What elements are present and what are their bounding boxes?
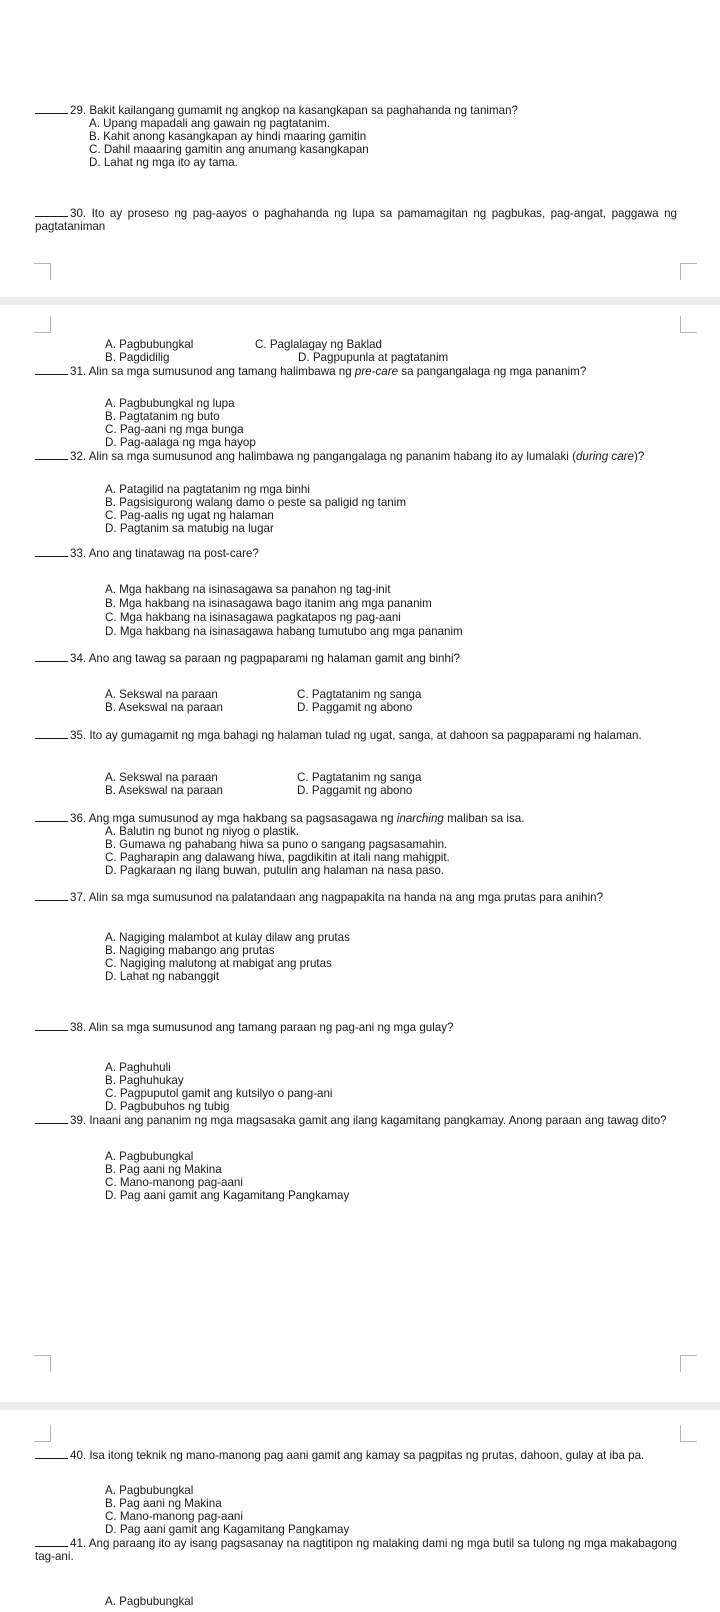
option-b: B. Pagsisigurong walang damo o peste sa paligid ng tanim — [105, 496, 406, 509]
question-text: 31. Alin sa mga sumusunod ang tamang halimbawa ng — [70, 365, 355, 378]
option-a: A. Sekswal na paraan — [105, 771, 218, 784]
page-corner-mark — [34, 316, 51, 333]
option-d: D. Pagkaraan ng ilang buwan, putulin ang halaman na nasa paso. — [105, 864, 445, 877]
option-c: C. Nagiging malutong at mabigat ang prutas — [105, 957, 332, 970]
option-d: D. Lahat ng mga ito ay tama. — [89, 156, 238, 169]
question-text: )? — [633, 450, 645, 463]
option-b: B. Paghuhukay — [105, 1074, 184, 1087]
question-text: 38. Alin sa mga sumusunod ang tamang paraan ng pag-ani ng mga gulay? — [70, 1021, 454, 1034]
option-a: A. Paghuhuli — [105, 1061, 171, 1074]
question-39 — [35, 1113, 677, 1127]
page-divider — [0, 297, 720, 305]
question-term: pre-care — [354, 365, 399, 378]
option-b: B. Pagtatanim ng buto — [105, 410, 220, 423]
answer-blank[interactable] — [35, 364, 68, 375]
question-35 — [35, 728, 677, 742]
question-32 — [35, 449, 677, 463]
question-text: 33. Ano ang tinatawag na post-care? — [70, 547, 259, 560]
answer-blank[interactable] — [35, 1020, 68, 1031]
question-term: during care — [575, 450, 634, 463]
option-a: A. Patagilid na pagtatanim ng mga binhi — [105, 483, 310, 496]
page-2 — [0, 305, 720, 1408]
answer-blank[interactable] — [35, 728, 68, 739]
option-a: A. Pagbubungkal — [105, 1150, 194, 1163]
answer-blank[interactable] — [35, 811, 68, 822]
question-text: 36. Ang mga sumusunod ay mga hakbang sa pagsasagawa ng — [70, 812, 397, 825]
option-d: D. Pagpupunla at pagtatanim — [298, 351, 449, 364]
answer-blank[interactable] — [35, 651, 68, 662]
page-corner-mark — [680, 1425, 697, 1442]
option-c: C. Pagtatanim ng sanga — [297, 771, 422, 784]
option-c: C. Pag-aani ng mga bunga — [105, 423, 244, 436]
answer-blank[interactable] — [35, 890, 68, 901]
question-34 — [35, 651, 677, 665]
page-corner-mark — [34, 1355, 51, 1372]
option-b: B. Gumawa ng pahabang hiwa sa puno o sangang pagsasamahin. — [105, 838, 448, 851]
page-1 — [0, 0, 720, 298]
question-41 — [35, 1536, 677, 1563]
question-text: 30. Ito ay proseso ng pag-aayos o paghahanda ng lupa sa pamamagitan ng pagbukas, pag-angat, paggawa ng pagtataniman — [35, 207, 677, 233]
option-a: A. Nagiging malambot at kulay dilaw ang prutas — [105, 931, 350, 944]
answer-blank[interactable] — [35, 546, 68, 557]
option-d: D. Pagtanim sa matubig na lugar — [105, 522, 274, 535]
question-text: 35. Ito ay gumagamit ng mga bahagi ng halaman tulad ng ugat, sanga, at dahoon sa pagpaparami ng halaman. — [70, 729, 642, 742]
option-b: B. Pagdidilig — [105, 351, 170, 364]
option-c: C. Pag-aalis ng ugat ng halaman — [105, 509, 274, 522]
option-c: C. Pagpuputol gamit ang kutsilyo o pang-ani — [105, 1087, 333, 1100]
answer-blank[interactable] — [35, 103, 68, 114]
answer-blank[interactable] — [35, 449, 68, 460]
option-c: C. Mga hakbang na isinasagawa pagkatapos ng pag-aani — [105, 611, 401, 624]
page-divider — [0, 1402, 720, 1410]
question-31 — [35, 364, 677, 378]
page-3 — [0, 1410, 720, 1612]
answer-blank[interactable] — [35, 206, 68, 217]
option-d: D. Paggamit ng abono — [297, 701, 413, 714]
question-text: 39. Inaani ang pananim ng mga magsasaka gamit ang ilang kagamitang pangkamay. Anong paraan ang tawag dito? — [70, 1114, 667, 1127]
question-29 — [35, 103, 677, 117]
option-b: B. Pag aani ng Makina — [105, 1497, 222, 1510]
option-b: B. Pag aani ng Makina — [105, 1163, 222, 1176]
option-d: D. Paggamit ng abono — [297, 784, 413, 797]
question-37 — [35, 890, 677, 904]
question-text: 29. Bakit kailangang gumamit ng angkop na kasangkapan sa paghahanda ng taniman? — [70, 104, 518, 117]
question-36 — [35, 811, 677, 825]
option-a: A. Pagbubungkal — [105, 1595, 194, 1608]
option-d: D. Pag-aalaga ng mga hayop — [105, 436, 256, 449]
option-c: C. Mano-manong pag-aani — [105, 1510, 243, 1523]
option-d: D. Lahat ng nabanggit — [105, 970, 220, 983]
question-term: inarching — [396, 812, 444, 825]
option-c: C. Dahil maaaring gamitin ang anumang kasangkapan — [89, 143, 369, 156]
option-b: B. Asekswal na paraan — [105, 701, 223, 714]
page-corner-mark — [680, 263, 697, 280]
answer-blank[interactable] — [35, 1448, 68, 1459]
option-b: B. Kahit anong kasangkapan ay hindi maaring gamitin — [89, 130, 367, 143]
answer-blank[interactable] — [35, 1113, 68, 1124]
page-corner-mark — [34, 1425, 51, 1442]
question-text: 32. Alin sa mga sumusunod ang halimbawa ng pangangalaga ng pananim habang ito ay lumalaki ( — [70, 450, 576, 463]
option-a: A. Pagbubungkal ng lupa — [105, 397, 235, 410]
question-text: sa pangangalaga ng mga pananim? — [398, 365, 587, 378]
question-30 — [35, 206, 677, 233]
option-b: B. Nagiging mabango ang prutas — [105, 944, 275, 957]
option-a: A. Balutin ng bunot ng niyog o plastik. — [105, 825, 300, 838]
option-a: A. Pagbubungkal — [105, 338, 194, 351]
option-c: C. Pagtatanim ng sanga — [297, 688, 422, 701]
question-text: maliban sa isa. — [443, 812, 525, 825]
option-a: A. Upang mapadali ang gawain ng pagtatanim. — [89, 117, 331, 130]
page-corner-mark — [680, 1355, 697, 1372]
option-a: A. Mga hakbang na isinasagawa sa panahon ng tag-init — [105, 583, 391, 596]
page-corner-mark — [680, 316, 697, 333]
option-d: D. Mga hakbang na isinasagawa habang tumutubo ang mga pananim — [105, 625, 463, 638]
question-33 — [35, 546, 677, 560]
question-38 — [35, 1020, 677, 1034]
option-c: C. Paglalagay ng Baklad — [255, 338, 382, 351]
option-b: B. Asekswal na paraan — [105, 784, 223, 797]
question-text: 34. Ano ang tawag sa paraan ng pagpaparami ng halaman gamit ang binhi? — [70, 652, 460, 665]
option-d: D. Pagbubuhos ng tubig — [105, 1100, 230, 1113]
answer-blank[interactable] — [35, 1536, 68, 1547]
option-a: A. Sekswal na paraan — [105, 688, 218, 701]
question-text: 37. Alin sa mga sumusunod na palatandaan ang nagpapakita na handa na ang mga prutas para anihin? — [70, 891, 604, 904]
option-a: A. Pagbubungkal — [105, 1484, 194, 1497]
question-40 — [35, 1448, 677, 1462]
option-b: B. Mga hakbang na isinasagawa bago itanim ang mga pananim — [105, 597, 432, 610]
option-c: C. Mano-manong pag-aani — [105, 1176, 243, 1189]
option-d: D. Pag aani gamit ang Kagamitang Pangkamay — [105, 1189, 350, 1202]
option-c: C. Pagharapin ang dalawang hiwa, pagdikitin at itali nang mahigpit. — [105, 851, 450, 864]
option-d: D. Pag aani gamit ang Kagamitang Pangkamay — [105, 1523, 350, 1536]
question-text: 40. Isa itong teknik ng mano-manong pag aani gamit ang kamay sa pagpitas ng prutas, dahoon, gulay at iba pa. — [70, 1449, 645, 1462]
page-corner-mark — [34, 263, 51, 280]
question-text: 41. Ang paraang ito ay isang pagsasanay na nagtitipon ng malaking dami ng mga butil sa tulong ng mga makabagong tag-ani. — [35, 1537, 677, 1563]
